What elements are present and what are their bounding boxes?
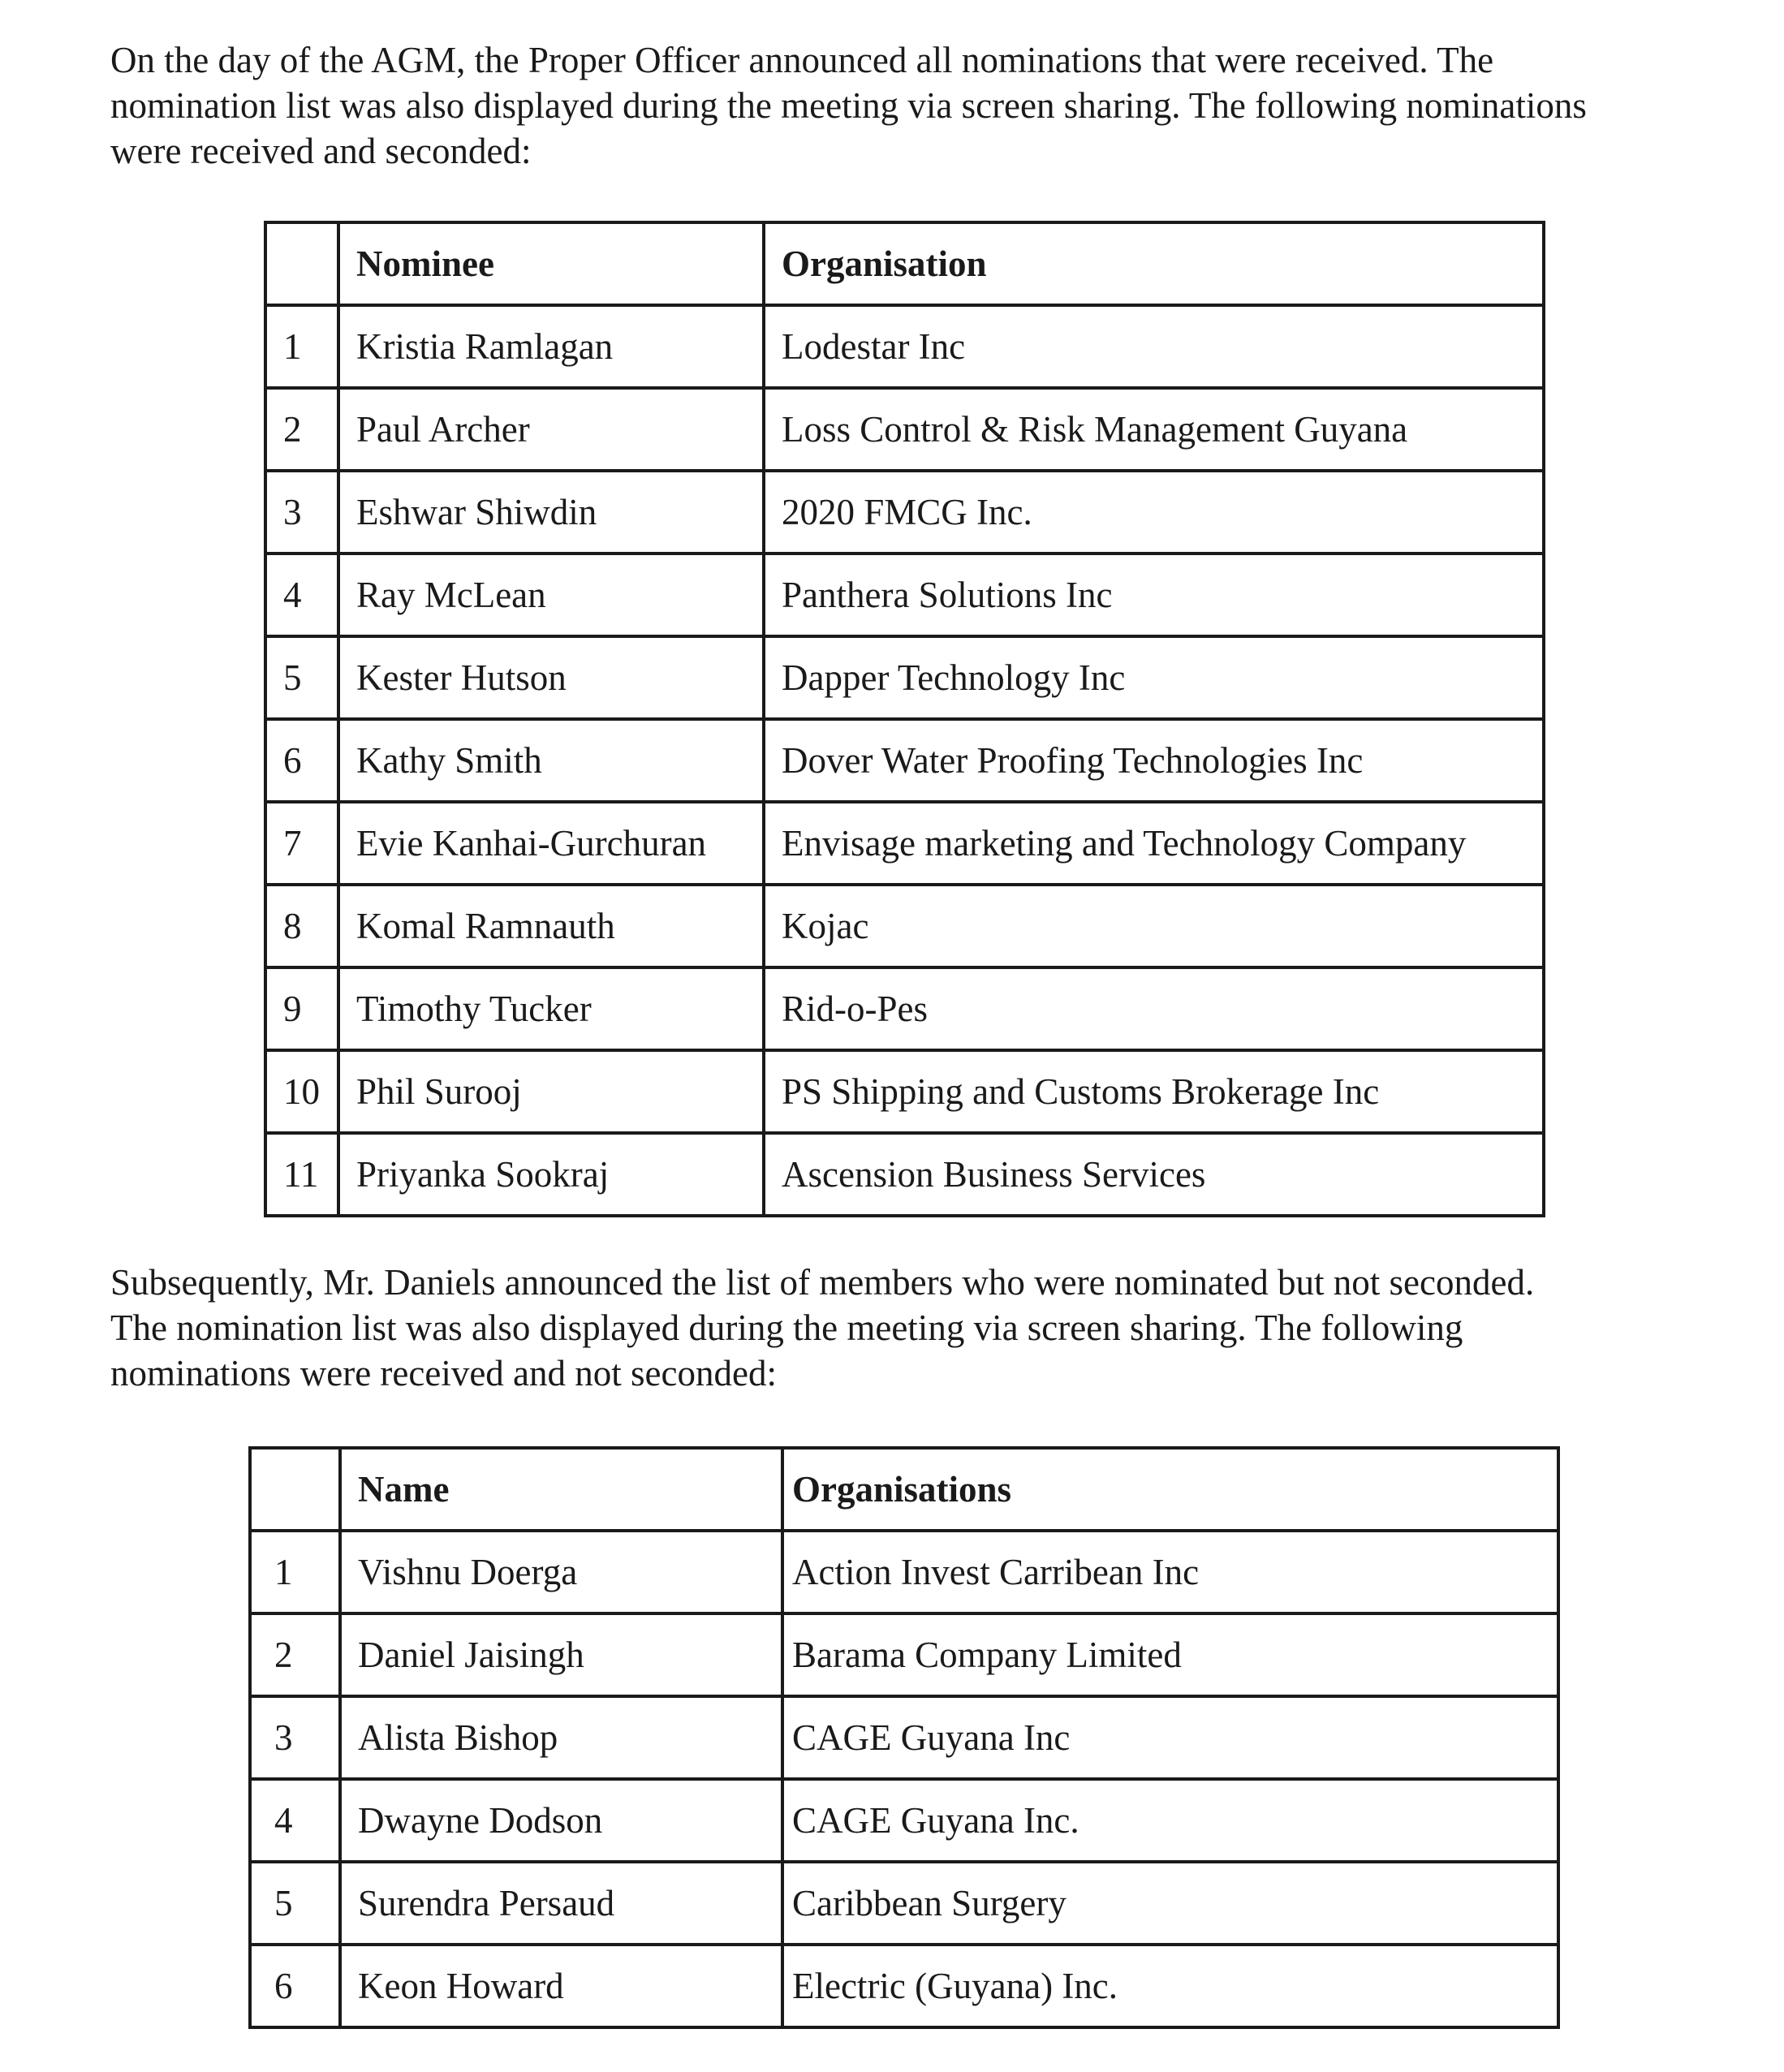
header-organisation: Organisation <box>764 222 1544 305</box>
organisation-name: Electric (Guyana) Inc. <box>782 1945 1558 2027</box>
organisation-name: Barama Company Limited <box>782 1613 1558 1696</box>
organisation-name: Rid-o-Pes <box>764 967 1544 1050</box>
organisation-name: CAGE Guyana Inc. <box>782 1779 1558 1862</box>
table-row <box>265 967 1544 1050</box>
organisation-name: Dover Water Proofing Technologies Inc <box>764 719 1544 802</box>
organisation-name: Action Invest Carribean Inc <box>782 1531 1558 1613</box>
nominee-name: Phil Surooj <box>338 1050 764 1133</box>
row-number: 5 <box>250 1862 340 1945</box>
organisation-name: Dapper Technology Inc <box>764 636 1544 719</box>
table-row <box>265 1050 1544 1133</box>
row-number: 4 <box>250 1779 340 1862</box>
row-number: 2 <box>250 1613 340 1696</box>
nominee-name: Keon Howard <box>340 1945 782 2027</box>
organisation-name: CAGE Guyana Inc <box>782 1696 1558 1779</box>
nominee-name: Evie Kanhai-Gurchuran <box>338 802 764 885</box>
organisation-name: Kojac <box>764 885 1544 967</box>
table-row <box>250 1613 1558 1696</box>
row-number: 8 <box>265 885 338 967</box>
row-number: 5 <box>265 636 338 719</box>
not-seconded-paragraph: Subsequently, Mr. Daniels announced the list of members who were nominated but not seconded. The nomination list was also displayed during the meeting via screen sharing. The following nominations were received and not seconded: <box>110 1262 1535 1394</box>
nominee-name: Kathy Smith <box>338 719 764 802</box>
row-number: 11 <box>265 1133 338 1216</box>
row-number: 4 <box>265 554 338 636</box>
table-row <box>265 471 1544 554</box>
row-number: 2 <box>265 388 338 471</box>
organisation-name: Loss Control & Risk Management Guyana <box>764 388 1544 471</box>
nominee-name: Vishnu Doerga <box>340 1531 782 1613</box>
table-row <box>250 1862 1558 1945</box>
nominee-name: Komal Ramnauth <box>338 885 764 967</box>
nominee-name: Alista Bishop <box>340 1696 782 1779</box>
table-row <box>265 554 1544 636</box>
table-row <box>250 1531 1558 1613</box>
header-organisations: Organisations <box>782 1448 1558 1531</box>
row-number: 7 <box>265 802 338 885</box>
table-row <box>265 305 1544 388</box>
nominee-name: Daniel Jaisingh <box>340 1613 782 1696</box>
organisation-name: PS Shipping and Customs Brokerage Inc <box>764 1050 1544 1133</box>
table-row <box>265 719 1544 802</box>
row-number: 10 <box>265 1050 338 1133</box>
nominee-name: Ray McLean <box>338 554 764 636</box>
table-row <box>265 802 1544 885</box>
nominee-name: Surendra Persaud <box>340 1862 782 1945</box>
nominee-name: Timothy Tucker <box>338 967 764 1050</box>
nominee-name: Eshwar Shiwdin <box>338 471 764 554</box>
header-number <box>250 1448 340 1531</box>
table-row <box>250 1779 1558 1862</box>
header-name: Name <box>340 1448 782 1531</box>
organisation-name: Envisage marketing and Technology Company <box>764 802 1544 885</box>
table-row <box>265 1133 1544 1216</box>
row-number: 3 <box>250 1696 340 1779</box>
seconded-nominations-table <box>264 221 1545 1217</box>
table-header-row <box>250 1448 1558 1531</box>
nominee-name: Paul Archer <box>338 388 764 471</box>
organisation-name: 2020 FMCG Inc. <box>764 471 1544 554</box>
table-row <box>250 1696 1558 1779</box>
organisation-name: Lodestar Inc <box>764 305 1544 388</box>
nominee-name: Dwayne Dodson <box>340 1779 782 1862</box>
nominee-name: Kester Hutson <box>338 636 764 719</box>
not-seconded-nominations-table <box>248 1446 1560 2029</box>
row-number: 1 <box>265 305 338 388</box>
organisation-name: Caribbean Surgery <box>782 1862 1558 1945</box>
intro-paragraph: On the day of the AGM, the Proper Officer announced all nominations that were received. The nomination list was also displayed during the meeting via screen sharing. The following nominations were received and seconded: <box>110 40 1587 171</box>
nominee-name: Kristia Ramlagan <box>338 305 764 388</box>
table-row <box>265 636 1544 719</box>
row-number: 1 <box>250 1531 340 1613</box>
row-number: 6 <box>265 719 338 802</box>
row-number: 9 <box>265 967 338 1050</box>
organisation-name: Panthera Solutions Inc <box>764 554 1544 636</box>
table-header-row <box>265 222 1544 305</box>
table-row <box>250 1945 1558 2027</box>
row-number: 6 <box>250 1945 340 2027</box>
header-nominee: Nominee <box>338 222 764 305</box>
organisation-name: Ascension Business Services <box>764 1133 1544 1216</box>
nominee-name: Priyanka Sookraj <box>338 1133 764 1216</box>
header-number <box>265 222 338 305</box>
table-row <box>265 388 1544 471</box>
table-row <box>265 885 1544 967</box>
row-number: 3 <box>265 471 338 554</box>
